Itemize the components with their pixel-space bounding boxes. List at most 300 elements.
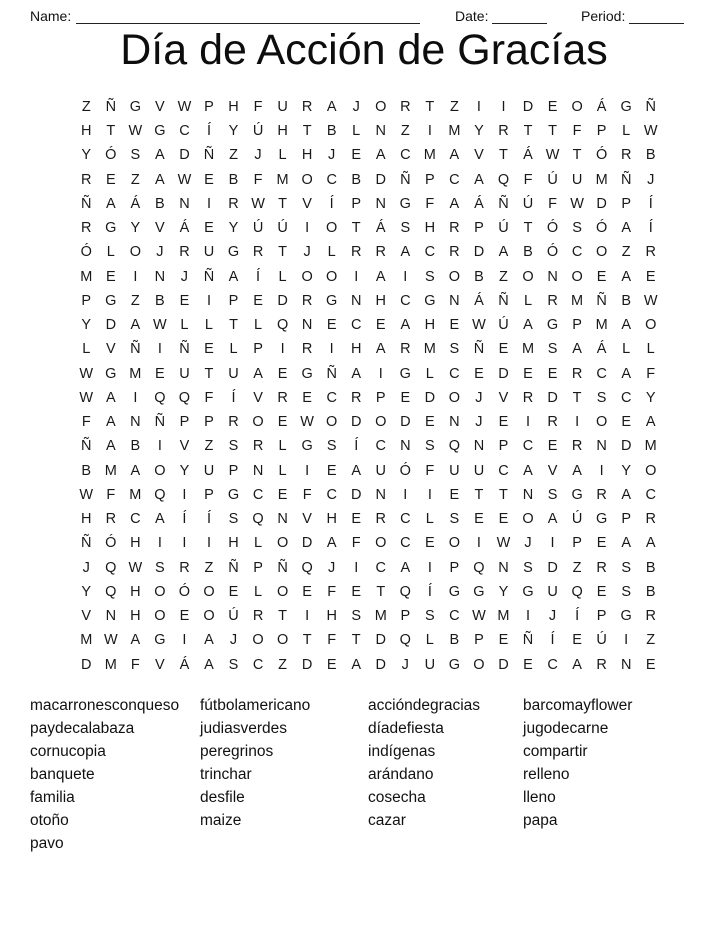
grid-letter: O <box>595 244 608 261</box>
grid-letter: P <box>351 195 362 212</box>
grid-letter: W <box>300 414 314 431</box>
grid-letter: L <box>229 341 238 358</box>
grid-letter: A <box>155 171 165 188</box>
grid-letter: W <box>251 195 265 212</box>
word-search-grid <box>74 95 663 677</box>
grid-letter: Ú <box>571 511 583 528</box>
grid-letter: H <box>301 147 313 164</box>
grid-letter: O <box>522 268 534 285</box>
grid-letter: W <box>177 98 192 115</box>
grid-letter: F <box>327 632 337 649</box>
grid-letter: C <box>547 656 558 673</box>
grid-letter: E <box>425 535 435 552</box>
grid-letter: Y <box>81 147 92 164</box>
word-list-item: lleno <box>523 789 556 806</box>
grid-letter: F <box>425 462 435 479</box>
grid-letter: B <box>474 268 484 285</box>
grid-letter: P <box>253 341 263 358</box>
grid-letter: S <box>547 341 558 358</box>
grid-letter: M <box>374 608 387 625</box>
grid-letter: L <box>82 341 91 358</box>
grid-letter: Ú <box>522 195 534 212</box>
grid-letter: B <box>645 583 656 600</box>
grid-letter: Y <box>621 462 632 479</box>
grid-letter: R <box>498 123 509 140</box>
grid-letter: U <box>277 98 288 115</box>
grid-letter: Í <box>427 583 432 600</box>
grid-letter: L <box>278 268 287 285</box>
grid-letter: G <box>620 608 632 625</box>
grid-letter: T <box>376 583 386 600</box>
grid-letter: R <box>547 414 558 431</box>
grid-letter: C <box>326 171 337 188</box>
grid-letter: E <box>474 511 484 528</box>
grid-letter: Q <box>399 632 411 649</box>
grid-letter: F <box>646 365 656 382</box>
grid-letter: Y <box>498 583 509 600</box>
grid-letter: C <box>400 511 411 528</box>
grid-letter: M <box>644 438 657 455</box>
grid-letter: Y <box>179 462 190 479</box>
grid-letter: S <box>449 511 460 528</box>
word-list-column <box>30 694 179 855</box>
grid-letter: E <box>498 511 509 528</box>
grid-letter: Q <box>301 559 313 576</box>
grid-letter: W <box>545 147 560 164</box>
grid-letter: E <box>302 389 312 406</box>
grid-letter: N <box>375 486 386 503</box>
grid-letter: O <box>301 171 313 188</box>
grid-letter: E <box>645 268 656 285</box>
grid-letter: S <box>400 220 411 237</box>
grid-letter: I <box>305 220 310 237</box>
grid-letter: C <box>400 535 411 552</box>
grid-letter: V <box>302 511 312 528</box>
grid-letter: A <box>400 244 411 261</box>
grid-letter: T <box>278 608 288 625</box>
grid-letter: S <box>228 511 239 528</box>
grid-letter: I <box>206 195 211 212</box>
grid-letter: H <box>81 123 92 140</box>
grid-letter: A <box>375 147 386 164</box>
grid-letter: B <box>155 195 165 212</box>
word-list-item: paydecalabaza <box>30 720 135 737</box>
grid-letter: Ñ <box>473 341 485 358</box>
grid-letter: C <box>449 365 460 382</box>
grid-letter: G <box>473 583 485 600</box>
grid-letter: H <box>424 317 436 334</box>
grid-letter: J <box>156 244 164 261</box>
grid-letter: E <box>596 583 607 600</box>
grid-letter: A <box>572 462 582 479</box>
grid-letter: R <box>547 292 558 309</box>
grid-letter: Á <box>523 147 533 164</box>
grid-letter: P <box>179 414 190 431</box>
word-list-item: indígenas <box>368 743 436 760</box>
grid-letter: Q <box>178 389 191 406</box>
grid-letter: E <box>474 365 484 382</box>
grid-letter: N <box>596 438 607 455</box>
grid-letter: B <box>81 462 92 479</box>
grid-letter: H <box>228 535 239 552</box>
grid-letter: A <box>621 220 632 237</box>
grid-letter: H <box>350 341 362 358</box>
grid-letter: R <box>228 414 239 431</box>
grid-letter: M <box>571 292 584 309</box>
grid-letter: M <box>521 341 535 358</box>
grid-letter: N <box>179 195 190 212</box>
grid-letter: L <box>523 292 533 309</box>
grid-letter: O <box>154 608 166 625</box>
grid-letter: N <box>547 268 558 285</box>
grid-letter: C <box>645 486 656 503</box>
grid-letter: Á <box>474 292 484 309</box>
grid-letter: Ó <box>399 462 411 479</box>
grid-letter: U <box>203 462 215 479</box>
grid-letter: H <box>277 123 288 140</box>
grid-letter: A <box>474 171 484 188</box>
grid-letter: Ó <box>105 535 117 552</box>
grid-letter: N <box>350 292 362 309</box>
grid-letter: T <box>278 195 288 212</box>
grid-letter: Q <box>276 317 289 334</box>
grid-letter: D <box>277 292 288 309</box>
grid-letter: Á <box>596 98 607 115</box>
grid-letter: I <box>525 414 531 431</box>
word-list-item: desfile <box>200 789 245 806</box>
grid-letter: Z <box>81 98 91 115</box>
grid-letter: N <box>154 268 166 285</box>
grid-letter: A <box>621 268 632 285</box>
grid-letter: Á <box>474 195 484 212</box>
grid-letter: R <box>596 559 607 576</box>
grid-letter: Q <box>154 486 166 503</box>
grid-letter: O <box>375 414 387 431</box>
grid-letter: T <box>351 220 361 237</box>
grid-letter: P <box>204 486 214 503</box>
word-list <box>0 694 728 874</box>
grid-letter: I <box>403 268 408 285</box>
grid-letter: M <box>80 268 93 285</box>
grid-letter: D <box>522 98 534 115</box>
grid-letter: W <box>472 608 486 625</box>
word-list-item: díadefiesta <box>368 720 444 737</box>
grid-letter: D <box>620 438 632 455</box>
grid-letter: E <box>179 608 190 625</box>
grid-letter: J <box>328 147 336 164</box>
grid-letter: R <box>620 147 632 164</box>
grid-letter: Ñ <box>105 98 117 115</box>
grid-letter: E <box>498 632 509 649</box>
grid-letter: C <box>522 438 534 455</box>
grid-letter: D <box>350 486 362 503</box>
grid-letter: F <box>425 195 435 212</box>
grid-letter: I <box>624 632 629 649</box>
grid-letter: Ñ <box>81 195 92 212</box>
grid-letter: Í <box>354 438 359 455</box>
grid-letter: Q <box>105 583 117 600</box>
grid-letter: P <box>204 414 214 431</box>
grid-letter: I <box>305 462 310 479</box>
grid-letter: A <box>130 462 141 479</box>
grid-letter: Ñ <box>498 292 509 309</box>
grid-letter: U <box>449 462 460 479</box>
grid-letter: E <box>204 220 214 237</box>
grid-letter: T <box>278 244 288 261</box>
grid-letter: A <box>621 535 632 552</box>
grid-letter: G <box>424 292 436 309</box>
grid-letter: F <box>253 98 263 115</box>
grid-letter: I <box>599 462 604 479</box>
grid-letter: C <box>620 389 632 406</box>
grid-letter: D <box>547 559 558 576</box>
grid-letter: U <box>203 244 215 261</box>
grid-letter: C <box>498 462 509 479</box>
grid-letter: O <box>129 244 141 261</box>
grid-letter: O <box>276 632 289 649</box>
grid-letter: P <box>621 195 632 212</box>
header-row <box>0 6 728 28</box>
grid-letter: Ñ <box>596 292 607 309</box>
grid-letter: Ñ <box>179 341 190 358</box>
grid-letter: Q <box>399 583 411 600</box>
grid-letter: J <box>475 414 483 431</box>
grid-letter: O <box>473 656 485 673</box>
grid-letter: A <box>204 656 214 673</box>
grid-letter: P <box>375 389 386 406</box>
grid-letter: E <box>547 98 558 115</box>
grid-letter: L <box>278 438 287 455</box>
grid-letter: M <box>276 171 289 188</box>
grid-letter: F <box>302 486 312 503</box>
period-label: Period: <box>581 8 626 24</box>
grid-letter: D <box>301 656 313 673</box>
grid-letter: O <box>252 632 264 649</box>
grid-letter: Á <box>179 220 190 237</box>
grid-letter: G <box>326 292 338 309</box>
grid-letter: O <box>448 389 461 406</box>
grid-letter: I <box>157 341 162 358</box>
grid-letter: U <box>179 365 190 382</box>
grid-letter: E <box>204 171 214 188</box>
grid-letter: Ñ <box>203 147 215 164</box>
grid-letter: Í <box>206 123 211 140</box>
grid-letter: E <box>400 389 411 406</box>
grid-letter: P <box>425 171 435 188</box>
grid-letter: J <box>524 535 532 552</box>
grid-letter: O <box>326 414 338 431</box>
grid-letter: I <box>575 414 580 431</box>
grid-letter: G <box>105 292 117 309</box>
grid-letter: G <box>154 632 166 649</box>
grid-letter: D <box>179 147 190 164</box>
grid-letter: O <box>276 535 289 552</box>
grid-letter: G <box>129 98 141 115</box>
grid-letter: I <box>501 98 506 115</box>
grid-letter: N <box>301 317 313 334</box>
grid-letter: I <box>525 608 531 625</box>
grid-letter: G <box>301 438 313 455</box>
grid-letter: R <box>449 220 460 237</box>
grid-letter: Ó <box>546 220 559 237</box>
grid-letter: E <box>326 656 337 673</box>
grid-letter: E <box>596 535 607 552</box>
grid-letter: S <box>621 559 632 576</box>
grid-letter: J <box>548 608 557 625</box>
grid-letter: O <box>203 608 215 625</box>
grid-letter: G <box>571 486 583 503</box>
grid-letter: G <box>154 123 166 140</box>
grid-letter: C <box>400 147 411 164</box>
grid-letter: F <box>81 414 91 431</box>
grid-letter: C <box>375 559 386 576</box>
grid-letter: I <box>157 535 162 552</box>
grid-letter: T <box>302 632 312 649</box>
grid-letter: C <box>424 244 436 261</box>
grid-letter: Í <box>182 511 187 528</box>
grid-letter: E <box>105 171 116 188</box>
grid-letter: I <box>476 535 481 552</box>
grid-letter: R <box>375 511 386 528</box>
grid-letter: E <box>449 486 460 503</box>
word-list-item: jugodecarne <box>523 720 609 737</box>
grid-letter: C <box>252 486 264 503</box>
grid-letter: M <box>595 171 608 188</box>
grid-letter: Í <box>256 268 261 285</box>
grid-letter: J <box>303 244 311 261</box>
word-list-item: macarronesconqueso <box>30 697 180 714</box>
grid-letter: T <box>229 317 238 334</box>
grid-letter: O <box>326 220 338 237</box>
grid-letter: D <box>350 414 362 431</box>
grid-letter: A <box>547 511 558 528</box>
grid-letter: D <box>498 365 509 382</box>
grid-letter: Á <box>375 220 386 237</box>
grid-letter: O <box>571 268 583 285</box>
word-list-item: judiasverdes <box>200 720 288 737</box>
grid-letter: L <box>254 535 263 552</box>
grid-letter: N <box>473 438 485 455</box>
grid-letter: R <box>375 244 386 261</box>
grid-letter: N <box>252 462 264 479</box>
grid-letter: N <box>105 608 117 625</box>
grid-letter: N <box>620 656 632 673</box>
grid-letter: L <box>425 365 434 382</box>
grid-letter: Q <box>448 438 461 455</box>
grid-letter: O <box>645 462 657 479</box>
grid-letter: Y <box>474 123 484 140</box>
grid-letter: I <box>206 535 211 552</box>
grid-letter: I <box>427 486 432 503</box>
grid-letter: N <box>277 511 288 528</box>
word-list-item: barcomayflower <box>523 697 633 714</box>
grid-letter: D <box>498 656 509 673</box>
grid-letter: P <box>474 632 484 649</box>
grid-letter: L <box>646 341 655 358</box>
grid-letter: I <box>157 438 162 455</box>
grid-letter: M <box>448 123 461 140</box>
grid-letter: M <box>129 365 142 382</box>
grid-letter: H <box>130 535 141 552</box>
period-blank-line <box>629 8 684 24</box>
grid-letter: T <box>499 486 508 503</box>
grid-letter: L <box>278 147 287 164</box>
word-list-item: papa <box>523 812 558 829</box>
grid-letter: E <box>179 292 190 309</box>
grid-letter: Z <box>646 632 656 649</box>
grid-letter: D <box>81 656 92 673</box>
grid-letter: L <box>278 462 287 479</box>
grid-letter: G <box>227 244 240 261</box>
word-list-item: accióndegracias <box>368 697 481 714</box>
grid-letter: A <box>621 365 632 382</box>
grid-letter: Ñ <box>620 171 632 188</box>
grid-letter: T <box>548 123 557 140</box>
grid-letter: D <box>400 414 411 431</box>
grid-letter: M <box>423 341 436 358</box>
grid-letter: G <box>399 195 411 212</box>
grid-letter: D <box>424 389 436 406</box>
grid-letter: A <box>105 414 116 431</box>
grid-letter: V <box>155 656 165 673</box>
grid-letter: A <box>351 462 362 479</box>
grid-letter: J <box>254 147 262 164</box>
grid-letter: A <box>572 656 582 673</box>
grid-letter: T <box>425 98 435 115</box>
word-list-item: fútbolamericano <box>200 697 311 714</box>
grid-letter: Q <box>252 511 264 528</box>
grid-letter: E <box>498 414 509 431</box>
grid-letter: Y <box>81 583 92 600</box>
grid-letter: T <box>474 486 484 503</box>
grid-letter: Ú <box>498 220 509 237</box>
grid-letter: A <box>253 365 263 382</box>
grid-letter: E <box>596 268 607 285</box>
grid-letter: C <box>449 608 460 625</box>
grid-letter: W <box>128 559 143 576</box>
grid-letter: Á <box>130 195 141 212</box>
grid-letter: P <box>596 608 607 625</box>
grid-letter: E <box>498 341 509 358</box>
grid-letter: L <box>622 341 631 358</box>
grid-letter: A <box>105 195 116 212</box>
grid-letter: P <box>621 511 632 528</box>
word-list-item: relleno <box>523 766 570 783</box>
grid-letter: H <box>130 583 141 600</box>
grid-letter: O <box>301 268 313 285</box>
grid-letter: E <box>105 268 116 285</box>
grid-letter: T <box>302 123 312 140</box>
grid-letter: P <box>228 292 239 309</box>
grid-letter: A <box>228 268 239 285</box>
grid-letter: M <box>80 632 93 649</box>
grid-letter: O <box>522 511 534 528</box>
grid-letter: I <box>354 268 359 285</box>
grid-letter: G <box>546 317 559 334</box>
grid-letter: P <box>498 438 509 455</box>
grid-letter: I <box>182 535 187 552</box>
grid-letter: R <box>301 292 313 309</box>
grid-letter: P <box>253 559 263 576</box>
grid-letter: I <box>329 341 334 358</box>
grid-letter: H <box>326 608 337 625</box>
grid-letter: F <box>548 195 557 212</box>
word-list-item: peregrinos <box>200 743 274 760</box>
grid-letter: B <box>645 147 656 164</box>
grid-letter: S <box>155 559 165 576</box>
grid-letter: F <box>253 171 263 188</box>
grid-letter: J <box>82 559 90 576</box>
